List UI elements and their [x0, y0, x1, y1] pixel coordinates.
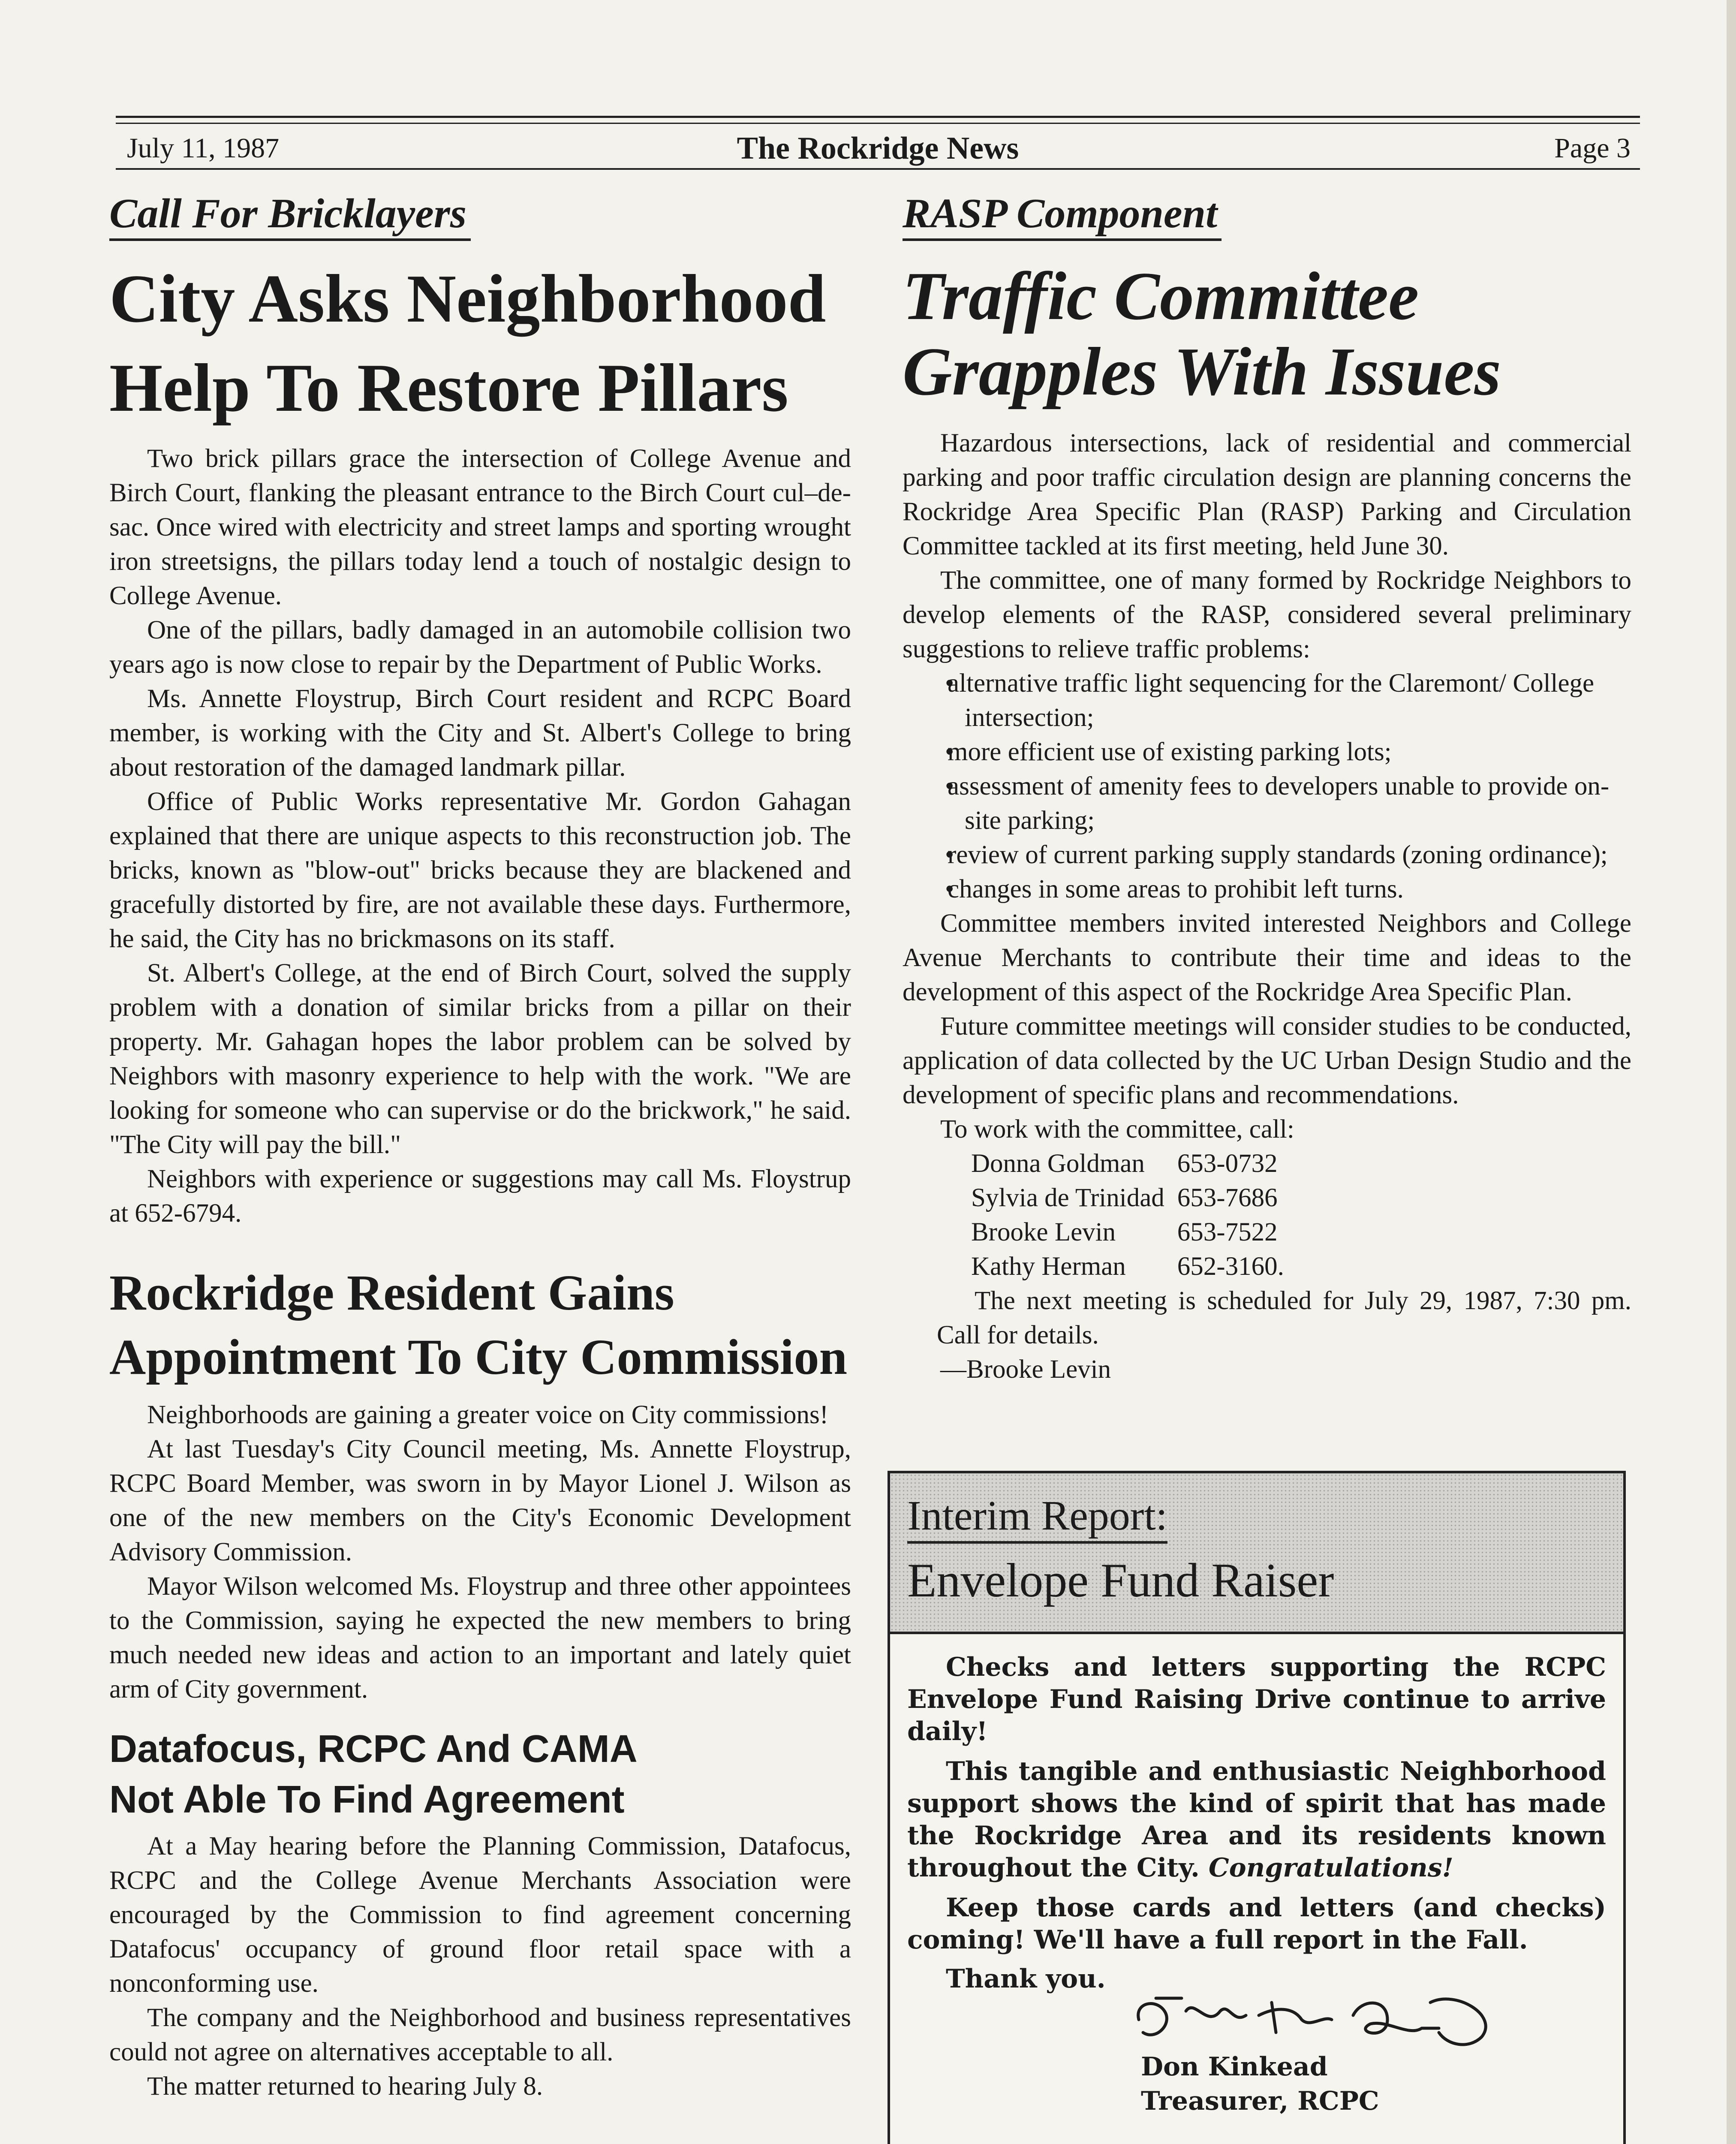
contact-name: Brooke Levin — [971, 1218, 1116, 1247]
paragraph: At a May hearing before the Planning Commission, Datafocus, RCPC and the College Avenue Merchants Association were encouraged by the Commission to find agreement concerning Datafocus' occupancy of ground floor retail space with a nonconforming use. — [109, 1832, 851, 1998]
paragraph: The company and the Neighborhood and business representatives could not agree on alternatives acceptable to all. — [109, 2003, 851, 2066]
article-traffic — [903, 189, 1631, 1387]
next-meeting: The next meeting is scheduled for July 29, 1987, 7:30 pm. Call for details. — [937, 1286, 1631, 1349]
right-column — [903, 189, 1631, 1387]
signature-block — [907, 1964, 1606, 2127]
contact-name: Donna Goldman — [971, 1149, 1145, 1178]
publication-name: The Rockridge News — [737, 131, 1019, 166]
paragraph: Neighborhoods are gaining a greater voice on City commissions! — [147, 1400, 829, 1429]
paragraph: Checks and letters supporting the RCPC Envelope Fund Raising Drive continue to arrive daily! — [907, 1652, 1606, 1747]
paragraph-text: This tangible and enthusiastic Neighborhood support shows the kind of spirit that has made the Rockridge Area and its residents known throughout the City. — [907, 1756, 1606, 1883]
interim-report-box — [888, 1471, 1626, 2144]
paragraph: Ms. Annette Floystrup, Birch Court resident and RCPC Board member, is working with the City and St. Albert's College to bring about restoration of the damaged landmark pillar. — [109, 684, 851, 782]
table-row — [971, 1250, 1297, 1284]
suggestion-list — [903, 666, 1631, 906]
paragraph: St. Albert's College, at the end of Birch Court, solved the supply problem with a donation of similar bricks from a pillar on their property. Mr. Gahagan hopes the labor problem can be solved by Neighbors with masonry experience to help with the work. "We are looking for someone who can supervise or do the brickwork," he said. "The City will pay the bill." — [109, 959, 851, 1159]
paragraph: One of the pillars, badly damaged in an automobile collision two years ago is now close to repair by the Department of Public Works. — [109, 616, 851, 679]
article-body — [903, 426, 1631, 1387]
headline-line-1: Traffic Committee — [903, 258, 1419, 334]
contact-name: Kathy Herman — [971, 1252, 1126, 1281]
contact-table — [971, 1147, 1297, 1284]
list-item: • changes in some areas to prohibit left turns. — [948, 872, 1631, 906]
contact-phone: 653-7686 — [1177, 1183, 1278, 1212]
article-headline — [109, 1724, 851, 1825]
signer-role: Treasurer, RCPC — [1141, 2086, 1379, 2116]
article-appointment — [109, 1261, 851, 1707]
headline-line-1: Rockridge Resident Gains — [109, 1265, 674, 1321]
headline-line-2: Help To Restore Pillars — [109, 349, 788, 426]
article-datafocus — [109, 1724, 851, 2104]
paragraph: Mayor Wilson welcomed Ms. Floystrup and three other appointees to the Commission, saying he expected the new members to bring much needed new ideas and action to an important and lately quiet arm of City government. — [109, 1572, 851, 1704]
paragraph: The committee, one of many formed by Rockridge Neighbors to develop elements of the RASP, considered several preliminary suggestions to relieve traffic problems: — [903, 566, 1631, 663]
header-rule-top-thin — [116, 123, 1640, 124]
header-rule-top — [116, 116, 1640, 118]
headline-line-1: Datafocus, RCPC And CAMA — [109, 1728, 638, 1771]
paragraph: Neighbors with experience or suggestions may call Ms. Floystrup at 652-6794. — [109, 1165, 851, 1228]
emphasis-text: Congratulations! — [1208, 1853, 1453, 1883]
article-byline: —Brooke Levin — [940, 1355, 1111, 1384]
headline-line-2: Not Able To Find Agreement — [109, 1778, 625, 1821]
interim-report-header — [890, 1473, 1623, 1634]
box-subtitle: Envelope Fund Raiser — [907, 1554, 1334, 1607]
page-number: Page 3 — [1554, 132, 1631, 164]
issue-date: July 11, 1987 — [127, 132, 280, 164]
page-header — [116, 129, 1640, 168]
article-body — [109, 1829, 851, 2104]
paragraph — [907, 1756, 1606, 1884]
paragraph: To work with the committee, call: — [940, 1115, 1294, 1144]
article-headline — [109, 1261, 851, 1389]
paragraph: Keep those cards and letters (and checks) coming! We'll have a full report in the Fall. — [907, 1893, 1606, 1955]
article-kicker: Call For Bricklayers — [109, 189, 471, 241]
interim-report-body — [890, 1634, 1623, 2127]
contact-name: Sylvia de Trinidad — [971, 1183, 1164, 1212]
article-kicker: RASP Component — [903, 189, 1222, 241]
headline-line-2: Appointment To City Commission — [109, 1329, 848, 1385]
headline-line-2: Grapples With Issues — [903, 333, 1501, 410]
table-row — [971, 1181, 1297, 1215]
paragraph: The matter returned to hearing July 8. — [147, 2072, 543, 2101]
list-item: • more efficient use of existing parking lots; — [948, 735, 1631, 769]
paragraph: Office of Public Works representative Mr. Gordon Gahagan explained that there are unique aspects to this reconstruction job. The bricks, known as "blow-out" bricks because they are blackened and gracefully distorted by fire, are not available these days. Furthermore, he said, the City has no brickmasons on its staff. — [109, 787, 851, 953]
paragraph: Committee members invited interested Neighbors and College Avenue Merchants to contribute their time and ideas to the development of this aspect of the Rockridge Area Specific Plan. — [903, 909, 1631, 1006]
left-column — [109, 189, 851, 2104]
list-item: • alternative traffic light sequencing for the Claremont/ College intersection; — [948, 666, 1631, 735]
article-body — [109, 1398, 851, 1707]
paragraph: At last Tuesday's City Council meeting, Ms. Annette Floystrup, RCPC Board Member, was sworn in by Mayor Lionel J. Wilson as one of the new members on the City's Economic Development Advisory Commission. — [109, 1435, 851, 1566]
paragraph: Two brick pillars grace the intersection of College Avenue and Birch Court, flanking the pleasant entrance to the Birch Court cul–de-sac. Once wired with electricity and street lamps and sporting wrought iron streetsigns, the pillars today lend a touch of nostalgic design to College Avenue. — [109, 444, 851, 610]
headline-line-1: City Asks Neighborhood — [109, 260, 826, 337]
paragraph: Future committee meetings will consider studies to be conducted, application of data collected by the UC Urban Design Studio and the development of specific plans and recommendations. — [903, 1012, 1631, 1109]
article-headline — [109, 254, 851, 432]
list-item: • review of current parking supply standards (zoning ordinance); — [948, 838, 1631, 872]
article-body — [109, 442, 851, 1231]
header-rule-bottom — [116, 168, 1640, 170]
list-item: • assessment of amenity fees to developers unable to provide on-site parking; — [948, 769, 1631, 838]
table-row — [971, 1215, 1297, 1250]
signer-name: Don Kinkead — [1141, 2052, 1328, 2082]
box-title: Interim Report: — [907, 1491, 1167, 1544]
table-row — [971, 1147, 1297, 1181]
paragraph: Hazardous intersections, lack of residential and commercial parking and poor traffic circulation design are planning concerns the Rockridge Area Specific Plan (RASP) Parking and Circulation Committee tackled at its first meeting, held June 30. — [903, 429, 1631, 560]
closing-text: Thank you. — [946, 1964, 1106, 1994]
article-headline — [903, 258, 1631, 409]
page-edge-right — [1727, 0, 1736, 2144]
contact-phone: 653-7522 — [1177, 1218, 1278, 1247]
article-pillars — [109, 189, 851, 1231]
contact-phone: 652-3160. — [1177, 1252, 1284, 1281]
contact-phone: 653-0732 — [1177, 1149, 1278, 1178]
